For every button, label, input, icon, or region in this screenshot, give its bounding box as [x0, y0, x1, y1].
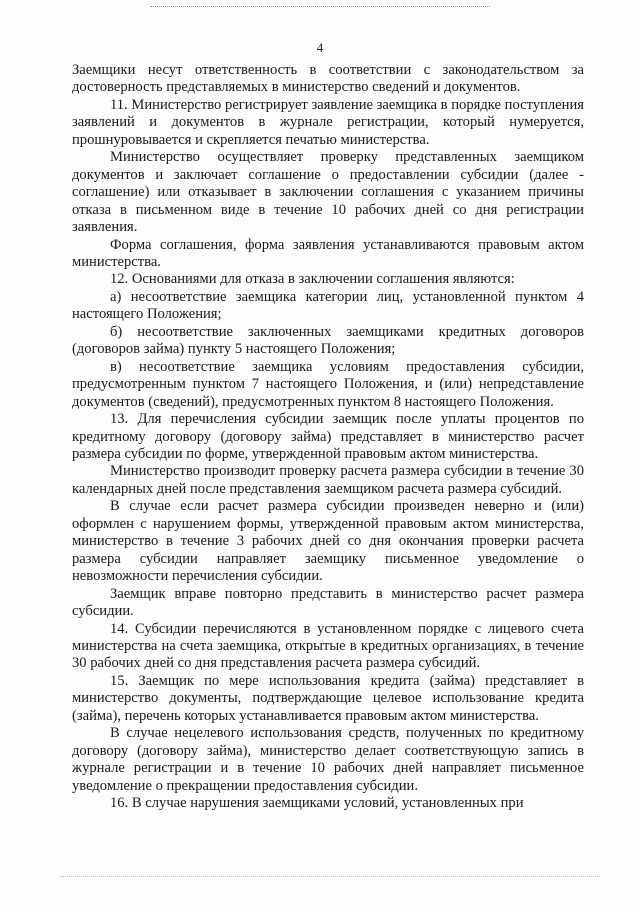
paragraph-13-check: Министерство производит проверку расчета размера субсидии в течение 30 календарных дней после представления заемщиком расчета размера субсидий.	[72, 463, 584, 497]
paragraph-11-forms: Форма соглашения, форма заявления устанавливаются правовым актом министерства.	[72, 236, 584, 270]
paragraph-14: 14. Субсидии перечисляются в установленном порядке с лицевого счета министерства на счета заемщика, открытые в кредитных организациях, в течение 30 рабочих дней со дня представления расчета размера субсидий.	[72, 620, 584, 672]
page-number: 4	[316, 40, 324, 55]
paragraph-12-v: в) несоответствие заемщика условиям предоставления субсидии, предусмотренным пунктом 7 настоящего Положения, и (или) непредставление документов (сведений), предусмотренных пунктом 8 настоящего Положения.	[72, 358, 584, 410]
paragraph-15-misuse: В случае нецелевого использования средств, полученных по кредитному договору (договору займа), министерство делает соответствующую запись в журнале регистрации и в течение 10 рабочих дней направляет письменное уведомление о прекращении предоставления субсидии.	[72, 725, 584, 794]
paragraph-13: 13. Для перечисления субсидии заемщик после уплаты процентов по кредитному договору (договору займа) представляет в министерство расчет размера субсидии по форме, утвержденной правовым актом министерства.	[72, 411, 584, 462]
paragraph-13-resubmit: Заемщик вправе повторно представить в министерство расчет размера субсидии.	[72, 585, 584, 620]
document-body	[72, 62, 584, 812]
scan-edge-bottom	[60, 876, 600, 877]
paragraph-13-incorrect: В случае если расчет размера субсидии произведен неверно и (или) оформлен с нарушением формы, утвержденной правовым актом министерства, министерство в течение 3 рабочих дней со дня окончания проверки расчета размера субсидии направляет заемщику письменное уведомление о невозможности перечисления субсидии.	[72, 498, 584, 585]
paragraph-15: 15. Заемщик по мере использования кредита (займа) представляет в министерство документы, подтверждающие целевое использование кредита (займа), перечень которых устанавливается правовым актом министерства.	[72, 672, 584, 724]
paragraph-12-a: а) несоответствие заемщика категории лиц, установленной пунктом 4 настоящего Положения;	[72, 288, 584, 323]
scan-edge-top	[150, 6, 490, 7]
paragraph-12-b: б) несоответствие заключенных заемщиками кредитных договоров (договоров займа) пункту 5 настоящего Положения;	[72, 323, 584, 358]
paragraph-12: 12. Основаниями для отказа в заключении соглашения являются:	[110, 271, 515, 288]
paragraph-responsibility: Заемщики несут ответственность в соответствии с законодательством за достоверность представляемых в министерство сведений и документов.	[72, 62, 584, 96]
paragraph-11: 11. Министерство регистрирует заявление заемщика в порядке поступления заявлений и документов в журнале регистрации, который нумеруется, прошнуровывается и скрепляется печатью министерства.	[72, 96, 584, 148]
paragraph-11-verification: Министерство осуществляет проверку представленных заемщиком документов и заключает соглашение о предоставлении субсидии (далее - соглашение) или отказывает в заключении соглашения с указанием причины отказа в письменном виде в течение 10 рабочих дней со дня регистрации заявления.	[72, 149, 584, 236]
paragraph-16: 16. В случае нарушения заемщиками условий, установленных при	[110, 795, 524, 812]
